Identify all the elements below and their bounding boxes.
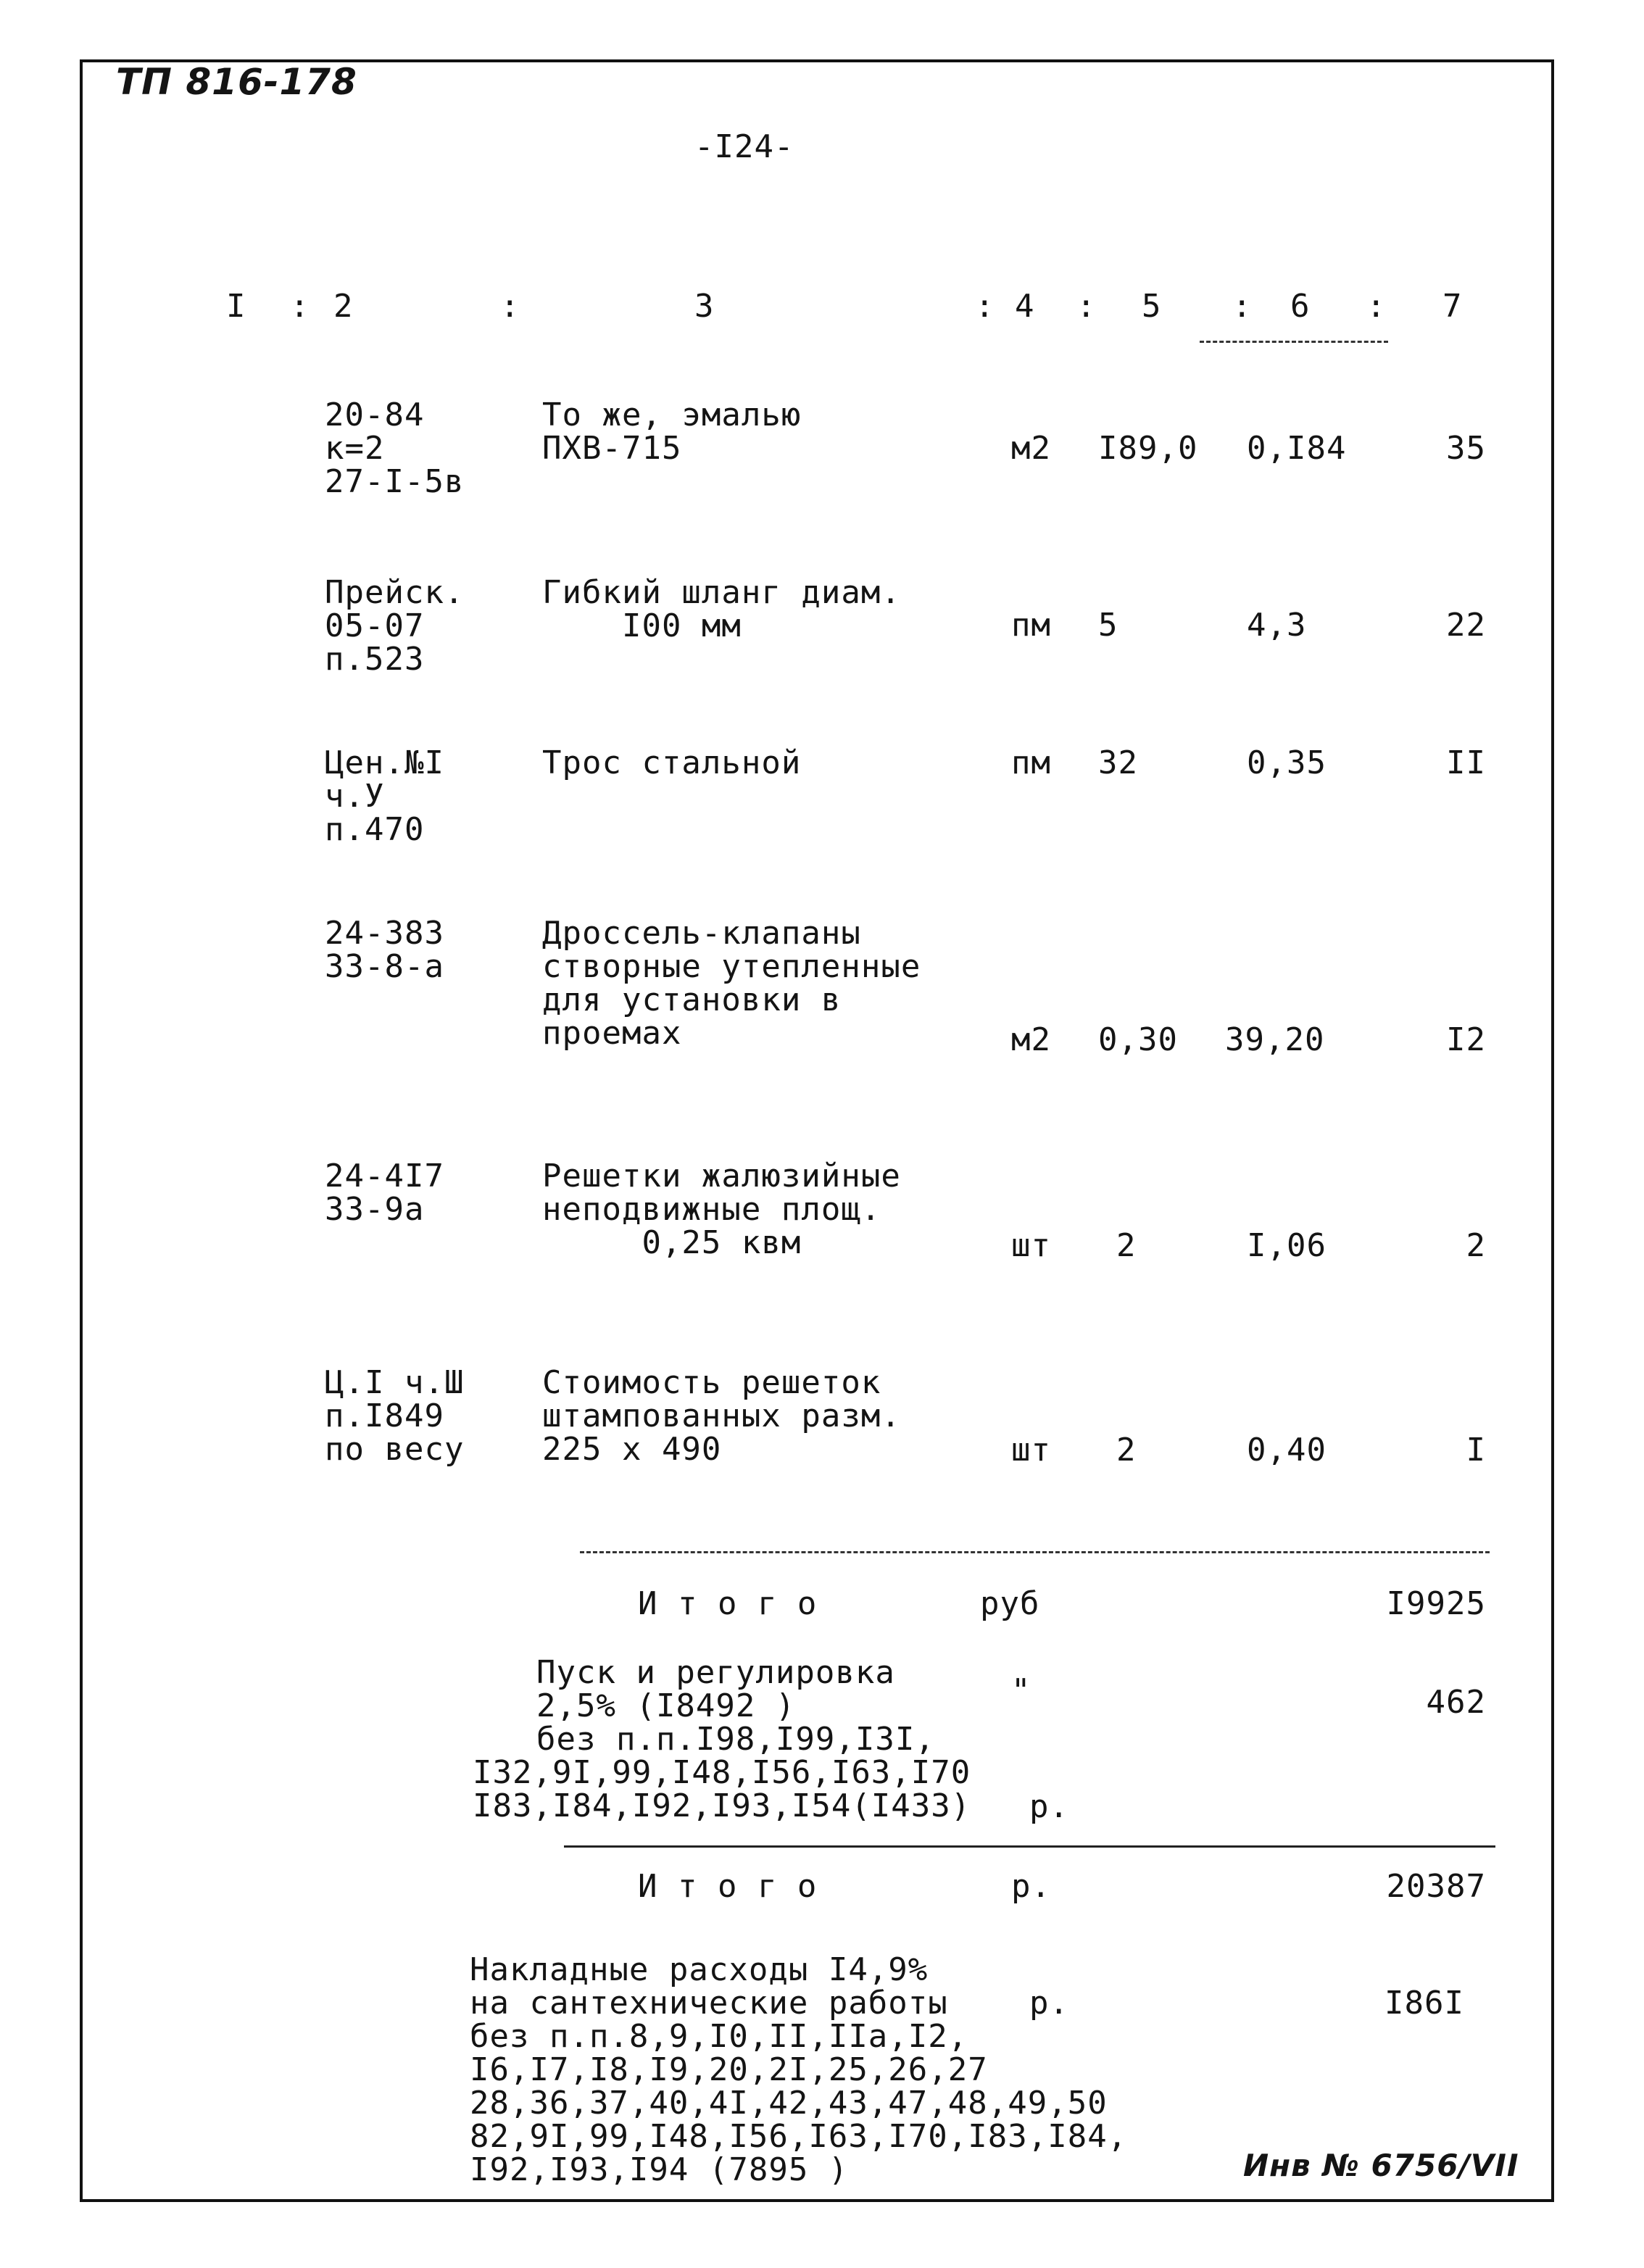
column-number-7: 7: [1442, 288, 1463, 325]
row-description: Стоимость решеток штампованных разм. 225 х 490: [542, 1364, 901, 1468]
header-underline: [1200, 341, 1388, 343]
total-unit: р.: [1011, 1868, 1051, 1905]
row-unit: пм: [1011, 607, 1051, 644]
project-code: ТП 816-178: [116, 61, 357, 103]
column-number-2: 2: [333, 288, 354, 325]
row-unit-price: 0,I84: [1247, 430, 1347, 467]
row-unit-price: I,06: [1247, 1227, 1327, 1264]
row-quantity: 2: [1116, 1432, 1137, 1469]
column-number-6: 6: [1290, 288, 1311, 325]
row-unit: пм: [1011, 744, 1051, 781]
column-number-5: 5: [1142, 288, 1162, 325]
row-code: Прейск. 05-07 п.523: [325, 574, 465, 678]
row-unit-price: 0,40: [1247, 1432, 1327, 1469]
row-description: То же, эмалью ПХВ-715: [542, 396, 802, 467]
commissioning-text: Пуск и регулировка 2,5% (I8492 ) без п.п.I98,I99,I3I,: [536, 1654, 935, 1758]
column-separator: :: [1232, 288, 1253, 325]
column-separator: :: [1366, 288, 1387, 325]
overhead-unit: р.: [1029, 1985, 1069, 2022]
overhead-text: Накладные расходы I4,9% на сантехнические работы без п.п.8,9,I0,II,IIа,I2, I6,I7,I8,I9,20,2I,25,26,27 28,36,37,40,4I,42,43,47,48,49,50 82,9I,99,I48,I56,I63,I70,I83,I84, I92,I93,I94 (7895 ): [470, 1951, 1128, 2188]
row-total: I: [1466, 1432, 1486, 1469]
row-unit-price: 39,20: [1225, 1021, 1325, 1058]
row-code: Цен.№I ч.У п.470: [325, 744, 444, 848]
column-separator: :: [290, 288, 310, 325]
row-total: 35: [1446, 430, 1486, 467]
column-separator: :: [500, 288, 520, 325]
row-code: 24-383 33-8-а: [325, 915, 444, 985]
row-quantity: I89,0: [1098, 430, 1198, 467]
row-total: 22: [1446, 607, 1486, 644]
column-number-1: I: [226, 288, 246, 325]
row-unit: м2: [1011, 1021, 1051, 1058]
row-quantity: 5: [1098, 607, 1118, 644]
row-quantity: 2: [1116, 1227, 1137, 1264]
row-total: II: [1446, 744, 1486, 781]
row-description: Трос стальной: [542, 744, 802, 781]
column-number-3: 3: [694, 288, 715, 325]
row-total: 2: [1466, 1227, 1486, 1264]
commissioning-unit-rub: р.: [1029, 1788, 1069, 1825]
row-total: I2: [1446, 1021, 1486, 1058]
subtotal-unit: руб: [980, 1585, 1040, 1622]
total-value: 20387: [1386, 1868, 1486, 1905]
row-code: Ц.I ч.Ш п.I849 по весу: [325, 1364, 465, 1468]
commissioning-items: I32,9I,99,I48,I56,I63,I70 I83,I84,I92,I93,I54(I433): [473, 1754, 971, 1824]
row-unit: шт: [1011, 1227, 1051, 1264]
column-separator: :: [1076, 288, 1097, 325]
summary-divider: [580, 1551, 1490, 1553]
commissioning-value: 462: [1426, 1684, 1486, 1721]
inventory-note: Инв № 6756/VII: [1243, 2148, 1519, 2183]
row-unit: шт: [1011, 1432, 1051, 1469]
row-code: 24-4I7 33-9а: [325, 1158, 444, 1228]
row-description: Дроссель-клапаны створные утепленные для установки в проемах: [542, 915, 921, 1052]
row-code: 20-84 к=2 27-I-5в: [325, 396, 465, 500]
overhead-value: I86I: [1384, 1985, 1464, 2022]
column-separator: :: [975, 288, 995, 325]
row-description: Гибкий шланг диам. I00 мм: [542, 574, 901, 644]
column-number-4: 4: [1015, 288, 1035, 325]
subtotal-label: И т о г о: [638, 1585, 818, 1622]
commissioning-unit: ": [1011, 1672, 1031, 1709]
row-unit-price: 4,3: [1247, 607, 1307, 644]
row-quantity: 0,30: [1098, 1021, 1178, 1058]
row-unit-price: 0,35: [1247, 744, 1327, 781]
row-unit: м2: [1011, 430, 1051, 467]
page-number: -I24-: [694, 128, 794, 165]
total-label: И т о г о: [638, 1868, 818, 1905]
row-description: Решетки жалюзийные неподвижные площ. 0,25 квм: [542, 1158, 901, 1261]
row-quantity: 32: [1098, 744, 1138, 781]
total-divider: [564, 1845, 1495, 1848]
subtotal-value: I9925: [1386, 1585, 1486, 1622]
